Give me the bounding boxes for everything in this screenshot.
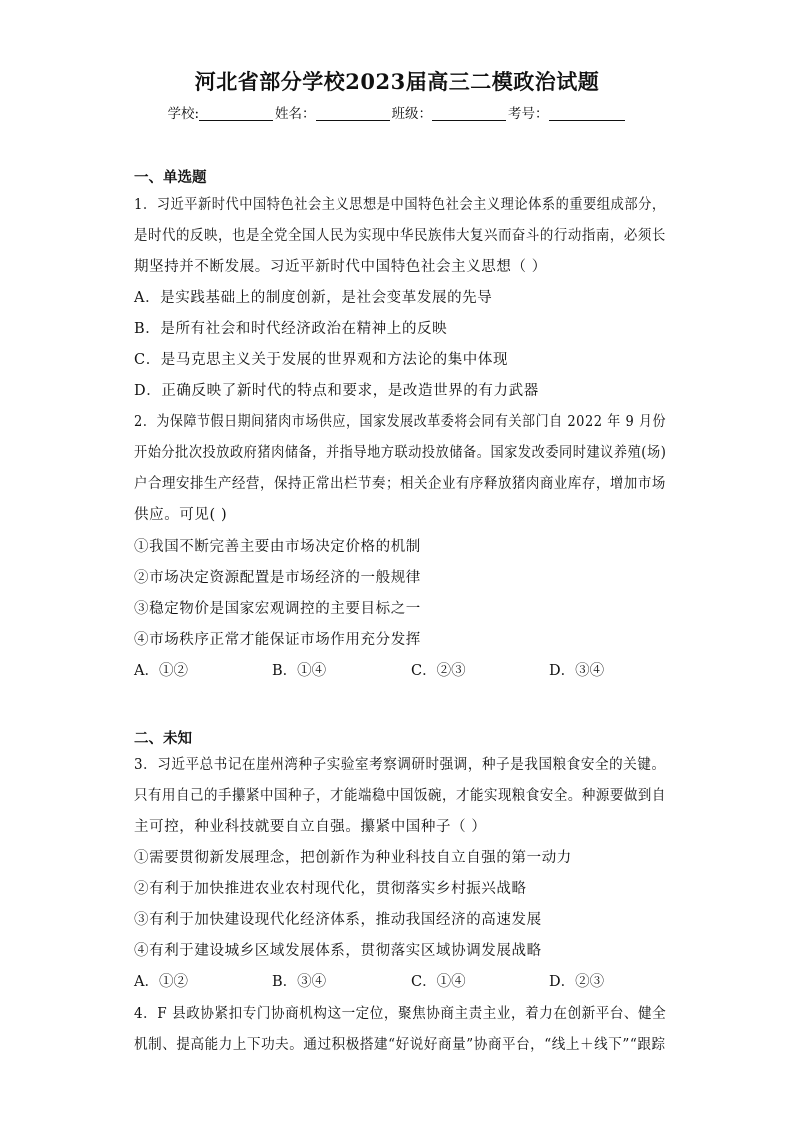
section-heading-single-choice: 一、单选题 <box>134 169 207 186</box>
answer-option: D．②③ <box>549 974 605 990</box>
statement-item: ②市场决定资源配置是市场经济的一般规律 <box>134 570 421 586</box>
question-line: 2．为保障节假日期间猪肉市场供应，国家发展改革委将会同有关部门自 2022 年 9 月份 <box>134 414 667 430</box>
page-title: 河北省部分学校2023届高三二模政治试题 <box>194 69 600 94</box>
question-line: 期坚持并不断发展。习近平新时代中国特色社会主义思想（ ） <box>134 259 547 275</box>
statement-item: ④有利于建设城乡区域发展体系，贯彻落实区域协调发展战略 <box>134 943 542 959</box>
question-line: 户合理安排生产经营，保持正常出栏节奏；相关企业有序释放猪肉商业库存，增加市场 <box>134 476 666 492</box>
answer-option: D．正确反映了新时代的特点和要求，是改造世界的有力武器 <box>134 383 539 399</box>
answer-option: A．①② <box>134 663 188 679</box>
question-line: 机制、提高能力上下功夫。通过积极搭建“好说好商量”协商平台，“线上＋线下”“跟踪 <box>134 1037 666 1053</box>
statement-item: ②有利于加快推进农业农村现代化，贯彻落实乡村振兴战略 <box>134 881 527 897</box>
question-line: 主可控，种业科技就要自立自强。攥紧中国种子（ ） <box>134 819 487 835</box>
school-label: 学校: <box>167 106 200 122</box>
question-line: 只有用自己的手攥紧中国种子，才能端稳中国饭碗，才能实现粮食安全。种源要做到自 <box>134 788 666 804</box>
question-line: 4．F 县政协紧扣专门协商机构这一定位，聚焦协商主责主业，着力在创新平台、健全 <box>134 1006 667 1022</box>
answer-option: B．是所有社会和时代经济政治在精神上的反映 <box>134 321 448 337</box>
question-line: 是时代的反映，也是全党全国人民为实现中华民族伟大复兴而奋斗的行动指南，必须长 <box>134 228 666 244</box>
name-blank[interactable] <box>316 106 390 121</box>
statement-item: ③稳定物价是国家宏观调控的主要目标之一 <box>134 601 421 617</box>
answer-option: A．是实践基础上的制度创新，是社会变革发展的先导 <box>134 290 493 306</box>
class-blank[interactable] <box>432 106 506 121</box>
answer-option: B．①④ <box>272 663 327 679</box>
answer-option: B．③④ <box>272 974 327 990</box>
school-blank[interactable] <box>199 106 273 121</box>
statement-item: ①我国不断完善主要由市场决定价格的机制 <box>134 539 421 555</box>
answer-option: C．是马克思主义关于发展的世界观和方法论的集中体现 <box>134 352 509 368</box>
class-label: 班级： <box>391 106 433 122</box>
answer-option: C．①④ <box>411 974 466 990</box>
question-line: 3．习近平总书记在崖州湾种子实验室考察调研时强调，种子是我国粮食安全的关键。 <box>134 757 666 773</box>
statement-item: ①需要贯彻新发展理念，把创新作为种业科技自立自强的第一动力 <box>134 850 572 866</box>
answer-option: C．②③ <box>411 663 466 679</box>
question-line: 供应。可见( ) <box>134 507 228 523</box>
question-line: 1．习近平新时代中国特色社会主义思想是中国特色社会主义理论体系的重要组成部分， <box>134 197 666 213</box>
exam-no-blank[interactable] <box>549 106 625 121</box>
statement-item: ④市场秩序正常才能保证市场作用充分发挥 <box>134 632 421 648</box>
name-label: 姓名： <box>275 106 316 122</box>
question-line: 开始分批次投放政府猪肉储备，并指导地方联动投放储备。国家发改委同时建议养殖(场) <box>134 445 667 461</box>
answer-option: A．①② <box>134 974 188 990</box>
answer-option: D．③④ <box>549 663 605 679</box>
statement-item: ③有利于加快建设现代化经济体系，推动我国经济的高速发展 <box>134 912 542 928</box>
exam-no-label: 考号： <box>508 106 549 122</box>
section-heading-unknown: 二、未知 <box>134 730 192 747</box>
student-info-row <box>0 102 794 122</box>
